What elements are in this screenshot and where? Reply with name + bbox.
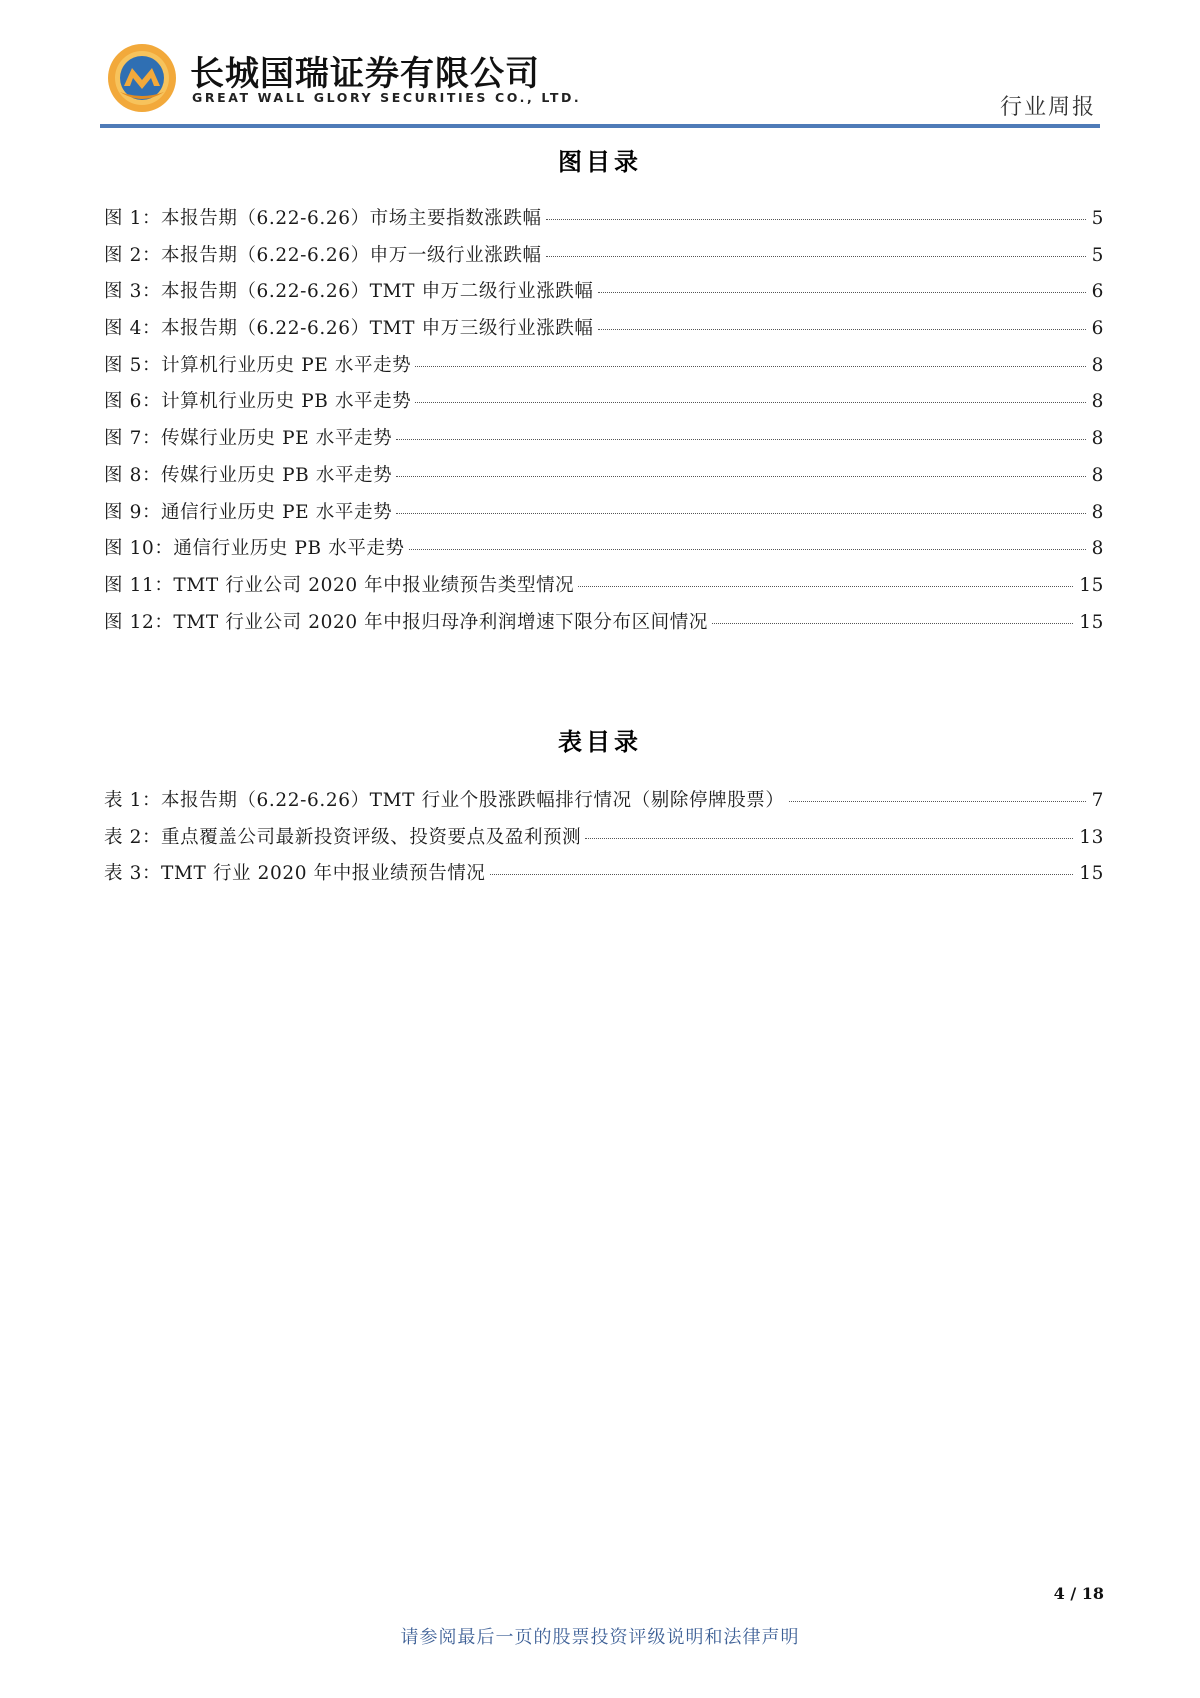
toc-dot-leader xyxy=(415,402,1085,403)
toc-dot-leader xyxy=(396,439,1085,440)
page-number: 4 / 18 xyxy=(1053,1584,1104,1603)
company-name-chinese: 长城国瑞证券有限公司 xyxy=(190,54,540,94)
toc-entry-label: 图 6：计算机行业历史 PB 水平走势 xyxy=(104,391,412,413)
toc-entry-page: 15 xyxy=(1079,863,1104,885)
figure-toc-entry[interactable] xyxy=(104,314,1104,351)
figure-toc-entry[interactable] xyxy=(104,608,1104,645)
figure-toc-list xyxy=(104,204,1104,644)
company-logo-icon xyxy=(106,42,178,114)
figure-toc-entry[interactable] xyxy=(104,204,1104,241)
toc-entry-page: 5 xyxy=(1091,244,1104,266)
toc-entry-page: 8 xyxy=(1091,538,1104,560)
figure-toc-entry[interactable] xyxy=(104,424,1104,461)
page-header xyxy=(100,38,1100,130)
table-toc-entry[interactable] xyxy=(104,859,1104,896)
toc-entry-page: 8 xyxy=(1091,501,1104,523)
toc-entry-label: 图 3：本报告期（6.22-6.26）TMT 申万二级行业涨跌幅 xyxy=(104,281,594,303)
toc-entry-page: 8 xyxy=(1091,391,1104,413)
toc-entry-page: 15 xyxy=(1079,574,1104,596)
toc-entry-page: 8 xyxy=(1091,354,1104,376)
table-toc-list xyxy=(104,786,1104,896)
figure-toc-entry[interactable] xyxy=(104,277,1104,314)
toc-dot-leader xyxy=(598,329,1086,330)
figure-toc-entry[interactable] xyxy=(104,498,1104,535)
figure-toc-entry[interactable] xyxy=(104,351,1104,388)
toc-entry-label: 图 8：传媒行业历史 PB 水平走势 xyxy=(104,464,393,486)
toc-entry-label: 图 4：本报告期（6.22-6.26）TMT 申万三级行业涨跌幅 xyxy=(104,318,594,340)
table-toc-entry[interactable] xyxy=(104,823,1104,860)
toc-dot-leader xyxy=(546,256,1086,257)
toc-dot-leader xyxy=(415,366,1085,367)
toc-dot-leader xyxy=(712,623,1073,624)
toc-entry-label: 图 7：传媒行业历史 PE 水平走势 xyxy=(104,428,393,450)
toc-entry-label: 图 1：本报告期（6.22-6.26）市场主要指数涨跌幅 xyxy=(104,208,542,229)
toc-entry-page: 15 xyxy=(1079,611,1104,633)
toc-entry-label: 表 2：重点覆盖公司最新投资评级、投资要点及盈利预测 xyxy=(104,826,582,848)
toc-dot-leader xyxy=(396,476,1085,477)
figure-toc-entry[interactable] xyxy=(104,461,1104,498)
toc-dot-leader xyxy=(396,513,1085,514)
figure-toc-title: 图目录 xyxy=(558,148,642,176)
toc-entry-label: 表 3：TMT 行业 2020 年中报业绩预告情况 xyxy=(104,863,486,885)
toc-dot-leader xyxy=(585,838,1073,839)
toc-entry-label: 图 9：通信行业历史 PE 水平走势 xyxy=(104,501,393,523)
legal-disclaimer: 请参阅最后一页的股票投资评级说明和法律声明 xyxy=(400,1627,800,1648)
figure-toc-entry[interactable] xyxy=(104,387,1104,424)
toc-dot-leader xyxy=(409,549,1086,550)
header-divider xyxy=(100,124,1100,128)
toc-entry-page: 5 xyxy=(1091,208,1104,229)
company-name-english: GREAT WALL GLORY SECURITIES CO., LTD. xyxy=(192,90,582,105)
toc-dot-leader xyxy=(546,219,1086,220)
toc-entry-page: 7 xyxy=(1091,790,1104,811)
toc-entry-page: 13 xyxy=(1079,826,1104,848)
toc-entry-label: 表 1：本报告期（6.22-6.26）TMT 行业个股涨跌幅排行情况（剔除停牌股票） xyxy=(104,790,785,811)
toc-entry-page: 6 xyxy=(1091,318,1104,340)
toc-entry-label: 图 11：TMT 行业公司 2020 年中报业绩预告类型情况 xyxy=(104,574,575,596)
figure-toc-entry[interactable] xyxy=(104,571,1104,608)
figure-toc-entry[interactable] xyxy=(104,534,1104,571)
toc-dot-leader xyxy=(578,586,1073,587)
report-type-label: 行业周报 xyxy=(999,95,1096,120)
toc-entry-label: 图 12：TMT 行业公司 2020 年中报归母净利润增速下限分布区间情况 xyxy=(104,611,708,633)
toc-entry-page: 8 xyxy=(1091,428,1104,450)
toc-entry-label: 图 10：通信行业历史 PB 水平走势 xyxy=(104,538,405,560)
table-toc-title: 表目录 xyxy=(558,728,642,756)
toc-dot-leader xyxy=(598,292,1086,293)
toc-entry-label: 图 2：本报告期（6.22-6.26）申万一级行业涨跌幅 xyxy=(104,244,542,266)
table-toc-entry[interactable] xyxy=(104,786,1104,823)
toc-dot-leader xyxy=(490,874,1074,875)
toc-dot-leader xyxy=(789,801,1086,802)
toc-entry-page: 8 xyxy=(1091,464,1104,486)
figure-toc-entry[interactable] xyxy=(104,241,1104,278)
toc-entry-page: 6 xyxy=(1091,281,1104,303)
toc-entry-label: 图 5：计算机行业历史 PE 水平走势 xyxy=(104,354,412,376)
